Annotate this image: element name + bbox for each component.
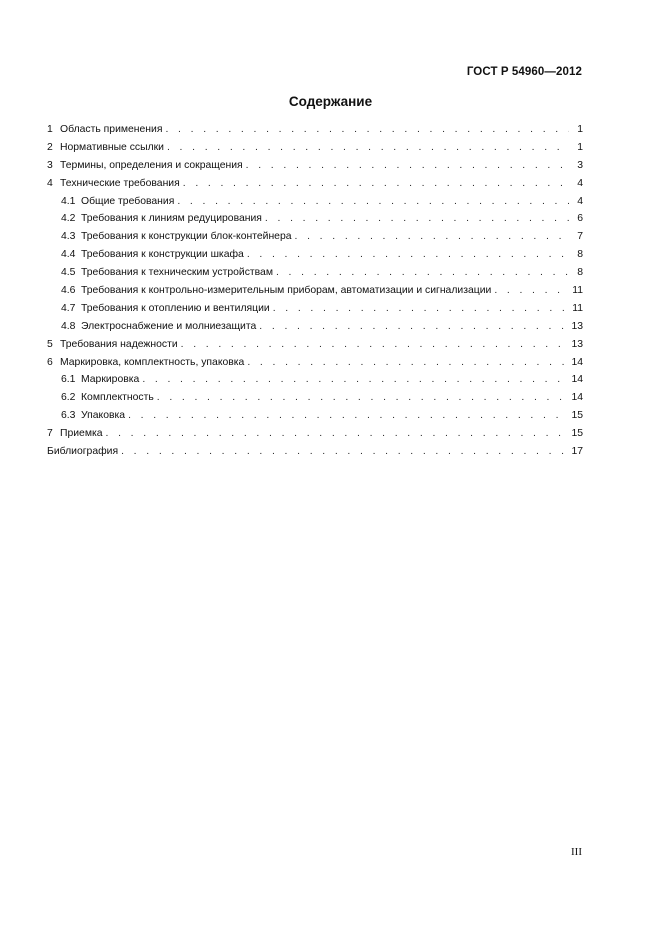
toc-leader-dots <box>157 389 568 407</box>
toc-subentry[interactable] <box>47 264 583 282</box>
toc-entry-title: Термины, определения и сокращения <box>60 159 243 171</box>
toc-entry-title: Электроснабжение и молниезащита <box>81 320 257 332</box>
toc-entry-number: 6.1 <box>61 374 76 386</box>
toc-entry-number: 6.2 <box>61 392 76 404</box>
toc-entry-title: Требования к техническим устройствам <box>81 267 273 279</box>
toc-entry-title: Требования к контрольно-измерительным приборам, автоматизации и сигнализации <box>81 285 492 297</box>
toc-entry-page: 11 <box>572 302 583 314</box>
toc-entry[interactable] <box>47 139 583 157</box>
toc-entry-title: Технические требования <box>60 177 180 189</box>
toc-entry-page: 15 <box>571 410 583 422</box>
toc-entry-title: Нормативные ссылки <box>60 141 164 153</box>
toc-entry-number: 4.4 <box>61 249 76 261</box>
toc-entry-title: Упаковка <box>81 410 126 422</box>
toc-entry-title: Библиография <box>47 446 119 458</box>
toc-subentry[interactable] <box>47 389 583 407</box>
toc-entry-title: Общие требования <box>81 195 175 207</box>
toc-entry[interactable] <box>47 336 583 354</box>
toc-entry-page: 1 <box>577 141 583 153</box>
toc-leader-dots <box>265 210 569 228</box>
toc-entry-number: 6.3 <box>61 410 76 422</box>
toc-entry[interactable] <box>47 157 583 175</box>
toc-entry-page: 13 <box>571 338 583 350</box>
toc-entry-title: Область применения <box>60 124 163 135</box>
toc-subentry[interactable] <box>47 228 583 246</box>
toc-leader-dots <box>121 443 567 461</box>
toc-subentry[interactable] <box>47 371 583 389</box>
toc-entry[interactable] <box>47 175 583 193</box>
toc-entry-page: 1 <box>577 124 583 135</box>
toc-entry[interactable] <box>47 354 583 372</box>
toc-entry-page: 13 <box>571 320 583 332</box>
toc-leader-dots <box>177 193 569 211</box>
toc-entry-number: 4.8 <box>61 320 76 332</box>
toc-entry-bibliography[interactable] <box>47 443 583 461</box>
toc-entry[interactable] <box>47 121 583 139</box>
toc-entry-title: Комплектность <box>81 392 154 404</box>
toc-entry-number: 5 <box>47 338 53 350</box>
toc-entry-title: Маркировка, комплектность, упаковка <box>60 356 245 368</box>
toc-entry-number: 4.7 <box>61 302 76 314</box>
document-code: ГОСТ Р 54960—2012 <box>466 66 582 78</box>
toc-entry-page: 8 <box>577 249 583 261</box>
toc-subentry[interactable] <box>47 300 583 318</box>
toc-subentry[interactable] <box>47 407 583 425</box>
toc-entry-number: 6 <box>47 356 53 368</box>
toc-leader-dots <box>165 121 569 139</box>
toc-subentry[interactable] <box>47 193 583 211</box>
toc-entry-page: 11 <box>572 285 583 297</box>
table-of-contents <box>47 121 583 461</box>
toc-entry-page: 14 <box>571 392 583 404</box>
toc-entry-number: 1 <box>47 124 53 135</box>
toc-entry-title: Требования к конструкции блок-контейнера <box>81 231 292 243</box>
toc-entry-number: 4 <box>47 177 53 189</box>
toc-entry-page: 6 <box>577 213 583 225</box>
toc-entry-number: 2 <box>47 141 53 153</box>
toc-entry-title: Требования к конструкции шкафа <box>81 249 244 261</box>
toc-entry-page: 4 <box>577 195 583 207</box>
toc-entry-title: Приемка <box>60 428 103 440</box>
toc-entry-title: Требования к отоплению и вентиляции <box>81 302 270 314</box>
toc-entry-title: Маркировка <box>81 374 140 386</box>
toc-leader-dots <box>167 139 569 157</box>
toc-subentry[interactable] <box>47 210 583 228</box>
toc-entry-number: 4.3 <box>61 231 76 243</box>
toc-entry-page: 15 <box>571 428 583 440</box>
toc-entry[interactable] <box>47 425 583 443</box>
toc-subentry[interactable] <box>47 282 583 300</box>
toc-entry-number: 4.6 <box>61 285 76 297</box>
toc-entry-page: 17 <box>571 446 583 458</box>
toc-entry-number: 4.1 <box>61 195 76 207</box>
toc-entry-page: 8 <box>577 267 583 279</box>
toc-subentry[interactable] <box>47 246 583 264</box>
toc-entry-page: 14 <box>571 374 583 386</box>
toc-leader-dots <box>106 425 568 443</box>
toc-subentry[interactable] <box>47 318 583 336</box>
toc-leader-dots <box>246 157 569 175</box>
toc-entry-number: 7 <box>47 428 53 440</box>
toc-entry-title: Требования надежности <box>60 338 178 350</box>
toc-leader-dots <box>259 318 567 336</box>
toc-leader-dots <box>247 246 569 264</box>
toc-entry-number: 3 <box>47 159 53 171</box>
toc-leader-dots <box>273 300 569 318</box>
toc-entry-page: 14 <box>571 356 583 368</box>
toc-entry-page: 3 <box>577 159 583 171</box>
toc-entry-number: 4.2 <box>61 213 76 225</box>
toc-entry-number: 4.5 <box>61 267 76 279</box>
toc-leader-dots <box>494 282 568 300</box>
page-number: III <box>571 846 582 858</box>
toc-entry-title: Требования к линиям редуцирования <box>81 213 262 225</box>
toc-leader-dots <box>247 354 567 372</box>
toc-entry-page: 7 <box>577 231 583 243</box>
toc-leader-dots <box>142 371 567 389</box>
toc-leader-dots <box>181 336 568 354</box>
toc-title: Содержание <box>288 94 373 109</box>
toc-leader-dots <box>295 228 569 246</box>
toc-entry-page: 4 <box>577 177 583 189</box>
toc-leader-dots <box>276 264 569 282</box>
toc-leader-dots <box>183 175 569 193</box>
toc-leader-dots <box>128 407 567 425</box>
